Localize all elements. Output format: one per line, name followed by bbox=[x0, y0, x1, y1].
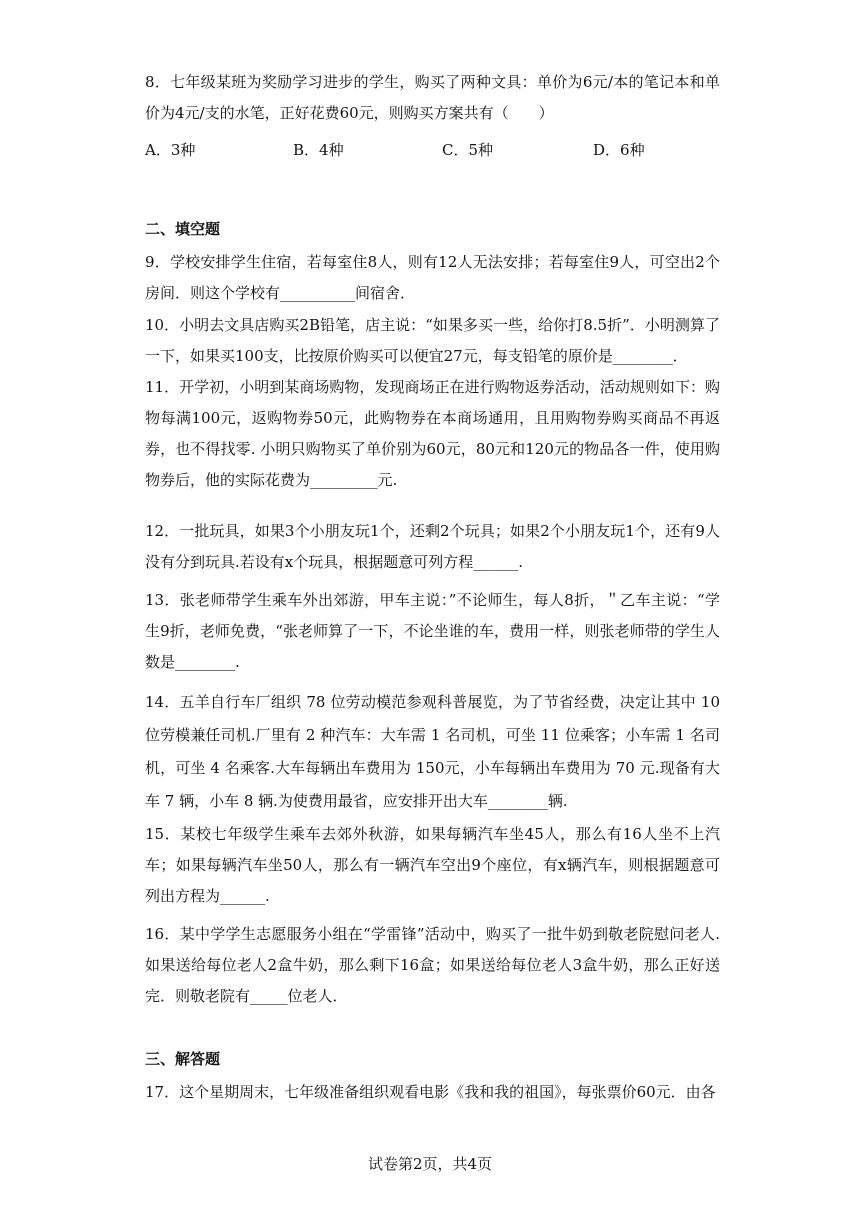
question-8-text: 8．七年级某班为奖励学习进步的学生，购买了两种文具：单价为6元/本的笔记本和单价为4元/支的水笔，正好花费60元，则购买方案共有（ ） bbox=[145, 73, 720, 122]
question-17 bbox=[145, 1077, 720, 1108]
question-12 bbox=[145, 516, 720, 578]
question-text: 13．张老师带学生乘车外出郊游，甲车主说：”不论师生，每人8折，＂乙车主说：“学生9折，老师免费，“张老师算了一下，不论坐谁的车，费用一样，则张老师带的学生人数是________. bbox=[145, 591, 720, 671]
question-13 bbox=[145, 585, 720, 678]
question-8 bbox=[145, 67, 720, 129]
section-answer-title: 三、解答题 bbox=[145, 1050, 221, 1068]
question-text: 15．某校七年级学生乘车去郊外秋游，如果每辆汽车坐45人，那么有16人坐不上汽车；如果每辆汽车坐50人，那么有一辆汽车空出9个座位，有x辆汽车，则根据题意可列出方程为______. bbox=[145, 825, 720, 905]
question-text: 17．这个星期周末，七年级准备组织观看电影《我和我的祖国》，每张票价60元．由各 bbox=[145, 1083, 716, 1101]
option-a: A．3种 bbox=[145, 141, 196, 159]
question-text: 10．小明去文具店购买2B铅笔，店主说：“如果多买一些，给你打8.5折”．小明测算了一下，如果买100支，比按原价购买可以便宜27元，每支铅笔的原价是________． bbox=[145, 316, 720, 365]
question-text: 16．某中学学生志愿服务小组在“学雷锋”活动中，购买了一批牛奶到敬老院慰问老人. 如果送给每位老人2盒牛奶，那么剩下16盒；如果送给每位老人3盒牛奶，那么正好送完．则敬老院有_____位老人． bbox=[145, 925, 720, 1005]
page-footer: 试卷第2页，共4页 bbox=[367, 1155, 493, 1173]
question-15 bbox=[145, 819, 720, 912]
question-text: 14．五羊自行车厂组织 78 位劳动模范参观科普展览，为了节省经费，决定让其中 10 位劳模兼任司机.厂里有 2 种汽车：大车需 1 名司机，可坐 11 位乘客；小车需 1 名司机，可坐 4 名乘客.大车每辆出车费用为 150元，小车每辆出车费用为 70 元.现备有大车 7 辆，小车 8 辆.为使费用最省，应安排开出大车________辆. bbox=[145, 693, 720, 810]
question-8-options bbox=[145, 135, 720, 166]
question-10 bbox=[145, 310, 720, 372]
question-text: 11．开学初，小明到某商场购物，发现商场正在进行购物返券活动，活动规则如下：购物每满100元，返购物券50元，此购物券在本商场通用，且用购物券购买商品不再返券，也不得找零. 小明只购物买了单价别为60元，80元和120元的物品各一件，使用购物券后，他的实际花费为_________元. bbox=[145, 378, 720, 489]
question-11 bbox=[145, 372, 720, 496]
section-fill-in-title: 二、填空题 bbox=[145, 220, 221, 238]
option-b: B．4种 bbox=[293, 141, 344, 159]
question-9 bbox=[145, 247, 720, 309]
question-14 bbox=[145, 686, 720, 818]
option-c: C．5种 bbox=[442, 141, 494, 159]
question-16 bbox=[145, 919, 720, 1012]
question-text: 12．一批玩具，如果3个小朋友玩1个，还剩2个玩具；如果2个小朋友玩1个，还有9人没有分到玩具.若设有x个玩具，根据题意可列方程______. bbox=[145, 522, 720, 571]
option-d: D．6种 bbox=[593, 141, 645, 159]
question-text: 9．学校安排学生住宿，若每室住8人，则有12人无法安排；若每室住9人，可空出2个房间．则这个学校有__________间宿舍． bbox=[145, 253, 720, 302]
